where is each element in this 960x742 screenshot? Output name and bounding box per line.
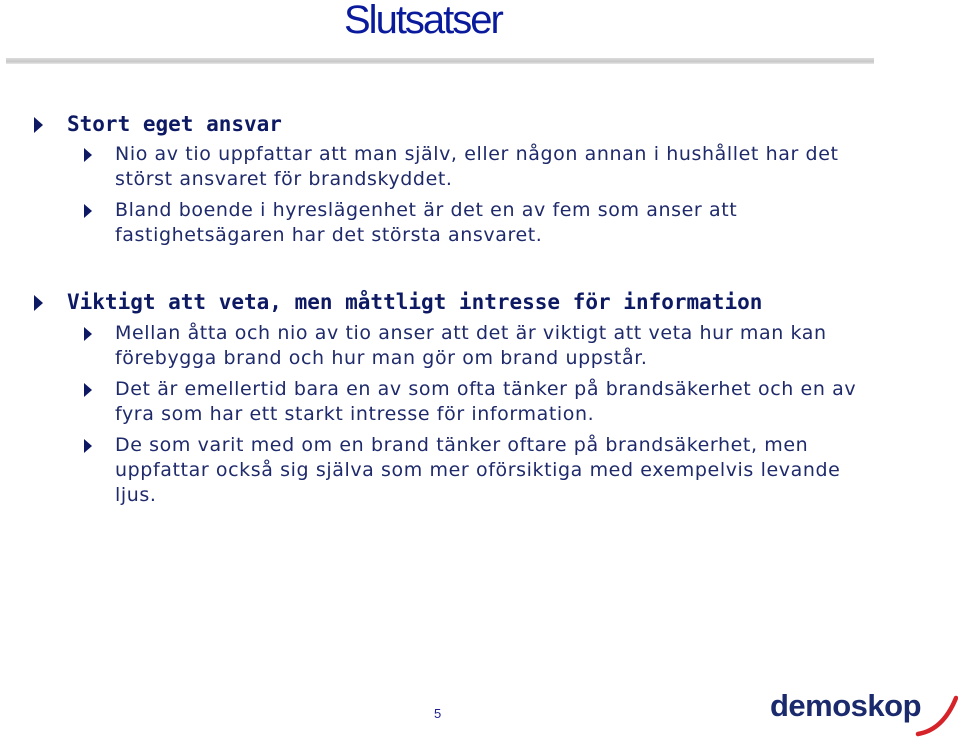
list-item: Nio av tio uppfattar att man själv, eller någon annan i hushållet har det störst ansvaret för brandskyddet. [84,142,884,192]
bullet-triangle-icon [84,323,92,348]
title-divider [6,58,874,64]
page-number: 5 [434,706,442,721]
bullet-triangle-icon [84,435,92,460]
slide-title: Slutsatser [344,0,502,42]
logo-wordmark: demoskop [770,688,922,723]
list-item: De som varit med om en brand tänker oftare på brandsäkerhet, men uppfattar också sig själva som mer oförsiktiga med exempelvis levande ljus. [84,433,884,508]
list-item: Bland boende i hyreslägenhet är det en av fem som anser att fastighetsägaren har det största ansvaret. [84,198,884,248]
bullet-triangle-icon [84,200,92,225]
list-item: Det är emellertid bara en av som ofta tänker på brandsäkerhet och en av fyra som har ett starkt intresse för information. [84,377,884,427]
bullet-triangle-icon [34,114,43,138]
bullet-triangle-icon [84,379,92,404]
logo-swoosh-icon [918,698,956,734]
demoskop-logo [768,682,958,742]
bullet-triangle-icon [34,292,43,316]
list-item: Mellan åtta och nio av tio anser att det är viktigt att veta hur man kan förebygga brand och hur man gör om brand uppstår. [84,321,884,371]
bullet-triangle-icon [84,144,92,169]
